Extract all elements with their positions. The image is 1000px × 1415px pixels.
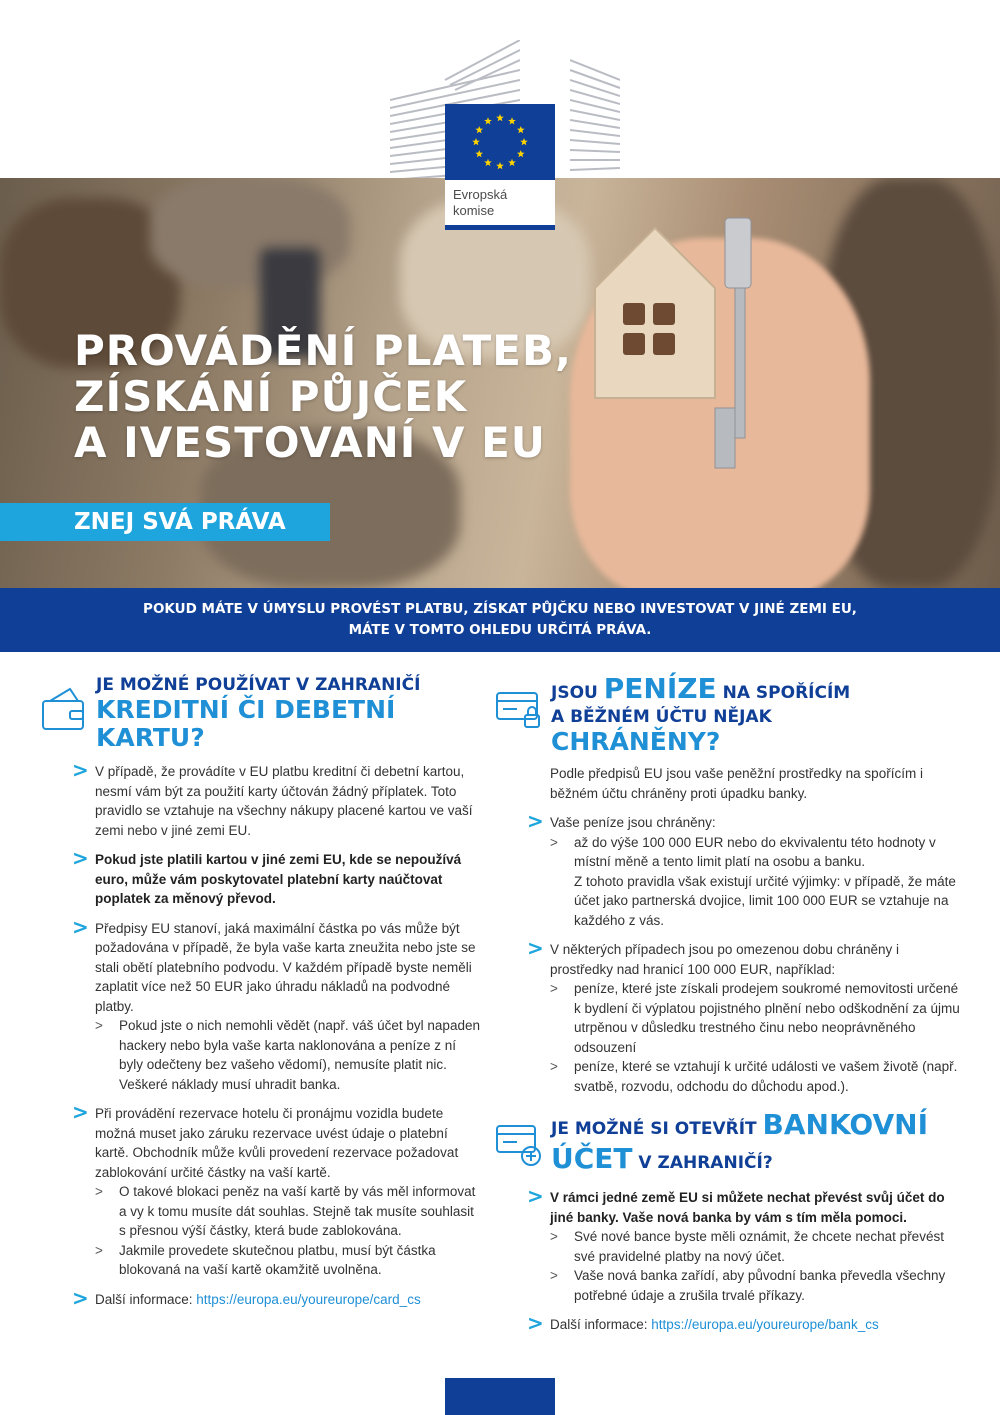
sub-item-continued	[550, 872, 965, 931]
bank-section-heading	[495, 1110, 965, 1178]
list-item	[40, 914, 480, 1095]
sub-chevron-icon: >	[550, 1268, 558, 1283]
hero-title	[74, 328, 572, 466]
card-item-4-sub-1: O takové blokaci peněz na vaší kartě by vás měl informovat a vy k tomu musíte dát souhlas. Stejně tak musíte souhlasit s přesnou výší částky, která bude zablokována.	[119, 1184, 476, 1238]
sub-item	[95, 1016, 480, 1094]
house-key-icon	[575, 208, 795, 508]
savings-item-1: Vaše peníze jsou chráněny:	[550, 815, 716, 830]
eu-star-icon	[508, 117, 516, 124]
bank-h1-big: BANKOVNÍ	[762, 1108, 929, 1141]
sub-chevron-icon: >	[95, 1184, 103, 1199]
bank-h1-small: JE MOŽNÉ SI OTEVŘÍT	[551, 1119, 763, 1139]
chevron-right-icon: >	[527, 936, 544, 960]
sub-chevron-icon: >	[95, 1242, 103, 1258]
savings-heading-line-1	[551, 672, 965, 707]
bank-item-1: V rámci jedné země EU si můžete nechat převést svůj účet do jiné banky. Vaše nová banka by vám s tím měla pomoci.	[550, 1190, 945, 1225]
savings-section-heading	[495, 672, 965, 756]
card-item-4-sub-2: Jakmile provedete skutečnou platbu, musí být částka blokovaná na vaší kartě okamžitě uvolněna.	[119, 1242, 436, 1277]
eu-star-icon	[484, 159, 492, 166]
card-item-1: V případě, že provádíte v EU platbu kreditní či debetní kartou, nesmí vám být za použití karty účtován žádný příplatek. Toto pravidlo se vztahuje na všechny nákupy placené kartou ve vaší zemi nebo v jiné zemi EU.	[95, 764, 473, 838]
sub-chevron-icon: >	[550, 834, 558, 850]
savings-item-2-sub-2: peníze, které se vztahují k určité události ve vašem životě (např. svatbě, rozvodu, odchodu do důchodu apod.).	[574, 1059, 958, 1094]
list-item	[495, 1311, 965, 1335]
sub-chevron-icon: >	[550, 981, 558, 996]
card-section	[40, 675, 480, 1319]
savings-item-1-sub-1b: Z tohoto pravidla však existují určité výjimky: v případě, že máte účet jako partnerská dvojice, limit 100 000 EUR se vztahuje na každého z vás.	[574, 873, 956, 928]
list-item	[495, 936, 965, 1096]
bank-heading-line-1	[551, 1110, 965, 1144]
card-add-icon	[495, 1120, 543, 1168]
chevron-right-icon: >	[72, 846, 89, 870]
sub-item	[550, 1227, 965, 1266]
savings-intro: Podle předpisů EU jsou vaše peněžní prostředky na spořícím i běžném účtu chráněny proti úpadku banky.	[550, 766, 923, 801]
sub-chevron-icon: >	[95, 1018, 103, 1033]
logo-line-1: Evropská	[453, 187, 508, 202]
savings-heading-line-2: A BĚŽNÉM ÚČTU NĚJAK	[551, 707, 772, 727]
card-more-link[interactable]: https://europa.eu/youreurope/card_cs	[196, 1291, 421, 1307]
list-item	[40, 1285, 480, 1310]
sub-item	[95, 1241, 480, 1280]
eu-star-icon	[475, 126, 483, 133]
hero-banner	[0, 178, 1000, 588]
savings-item-2-sub-1: peníze, které jste získali prodejem soukromé nemovitosti určené k bydlení či výplatou pojistného plnění nebo odškodnění za újmu utrpěnou v důsledku trestného činu nebo neoprávněného odsouzení	[574, 981, 960, 1055]
chevron-right-icon: >	[527, 1184, 544, 1208]
logo-text	[453, 187, 507, 219]
sub-item	[95, 1182, 480, 1241]
sub-item	[550, 1266, 965, 1305]
list-item	[40, 758, 480, 840]
bank-more-label: Další informace:	[550, 1317, 652, 1332]
sub-item	[550, 833, 965, 872]
card-lock-icon	[495, 685, 543, 733]
savings-list	[495, 809, 965, 1096]
bank-more-link[interactable]: https://europa.eu/youreurope/bank_cs	[651, 1317, 879, 1332]
card-item-2: Pokud jste platili kartou v jiné zemi EU, kde se nepoužívá euro, může vám poskytovatel platební karty naúčtovat poplatek za měnový převod.	[95, 852, 462, 906]
savings-h1-big: PENÍZE	[603, 672, 717, 705]
card-item-4: Při provádění rezervace hotelu či pronájmu vozidla budete možná muset jako záruku rezervace uvést údaje o platební kartě. Obchodník může kvůli provedení rezervace požadovat zablokování určité částky na vaší kartě.	[95, 1106, 459, 1180]
intro-banner	[0, 588, 1000, 652]
list-item	[495, 809, 965, 930]
sub-item	[550, 1057, 965, 1096]
wallet-card-icon	[40, 685, 88, 733]
eu-star-icon	[496, 114, 504, 121]
bank-heading-line-2	[551, 1144, 965, 1178]
hero-subtitle: ZNEJ SVÁ PRÁVA	[0, 503, 330, 541]
eu-star-icon	[517, 150, 525, 157]
savings-h1-small-2: NA SPOŘÍCÍM	[716, 683, 851, 703]
chevron-right-icon: >	[72, 914, 89, 939]
card-item-3-sub-1: Pokud jste o nich nemohli vědět (např. váš účet byl napaden hackery nebo byla vaše karta naklonována a peníze z ní byly odečteny bez vašeho vědomí), nemusíte platit nic. Veškeré náklady musí uhradit banka.	[119, 1018, 480, 1092]
chevron-right-icon: >	[72, 1285, 89, 1310]
card-more-label: Další informace:	[95, 1291, 197, 1307]
bank-h2-big: ÚČET	[551, 1142, 633, 1175]
card-list	[40, 758, 480, 1310]
card-item-3: Předpisy EU stanoví, jaká maximální částka po vás může být požadována v případě, že byla vaše karta zneužita nebo jste se stali obětí platebního podvodu. V každém případě byste neměli zaplatit více než 50 EUR jako úhradu nákladů na podvodné platby.	[95, 920, 476, 1014]
hero-title-line-2: ZÍSKÁNÍ PŮJČEK	[74, 372, 468, 421]
chevron-right-icon: >	[527, 809, 544, 833]
list-item	[40, 846, 480, 909]
list-item	[495, 1184, 965, 1305]
bank-item-1-sub-2: Vaše nová banka zařídí, aby původní banka převedla všechny potřebné údaje a zrušila trvalé příkazy.	[574, 1268, 946, 1303]
sub-item	[550, 979, 965, 1057]
logo-line-2: komise	[453, 203, 495, 218]
sub-chevron-icon: >	[550, 1059, 558, 1074]
savings-section	[495, 672, 965, 1345]
savings-heading-line-3: CHRÁNĚNY?	[551, 727, 721, 756]
eu-star-icon	[517, 126, 525, 133]
card-heading-big-2: KARTU?	[96, 723, 205, 752]
sub-chevron-icon: >	[550, 1229, 558, 1244]
logo-bar	[445, 225, 555, 230]
footer-bar	[445, 1378, 555, 1415]
commission-logo	[445, 104, 555, 230]
hero-title-line-1: PROVÁDĚNÍ PLATEB,	[74, 326, 572, 375]
eu-star-icon	[475, 150, 483, 157]
banner-line-2: MÁTE V TOMTO OHLEDU URČITÁ PRÁVA.	[348, 622, 652, 638]
eu-star-icon	[496, 162, 504, 169]
list-item	[40, 1100, 480, 1280]
card-heading-small: JE MOŽNÉ POUŽÍVAT V ZAHRANIČÍ	[96, 675, 421, 695]
bank-h2-small: V ZAHRANIČÍ?	[632, 1153, 773, 1173]
hero-title-line-3: A IVESTOVANÍ V EU	[74, 418, 546, 467]
card-section-heading	[40, 675, 480, 752]
chevron-right-icon: >	[527, 1311, 544, 1335]
savings-item-1-sub-1: až do výše 100 000 EUR nebo do ekvivalentu této hodnoty v místní měně a tento limit platí na osobu a banku.	[574, 834, 936, 869]
eu-star-icon	[520, 138, 528, 145]
card-heading-big-1: KREDITNÍ ČI DEBETNÍ	[96, 695, 396, 724]
eu-flag-icon	[445, 104, 555, 180]
savings-item-2: V některých případech jsou po omezenou dobu chráněny i prostředky nad hranicí 100 000 EUR, například:	[550, 942, 899, 977]
savings-h1-small: JSOU	[551, 683, 604, 703]
eu-star-icon	[472, 138, 480, 145]
eu-star-icon	[508, 159, 516, 166]
eu-star-icon	[484, 117, 492, 124]
building-right-icon	[570, 40, 620, 190]
bank-list	[495, 1184, 965, 1335]
banner-line-1: POKUD MÁTE V ÚMYSLU PROVÉST PLATBU, ZÍSKAT PŮJČKU NEBO INVESTOVAT V JINÉ ZEMI EU,	[143, 601, 857, 617]
chevron-right-icon: >	[72, 1100, 89, 1124]
chevron-right-icon: >	[72, 758, 89, 782]
bank-item-1-sub-1: Své nové bance byste měli oznámit, že chcete nechat převést své pravidelné platby na nový účet.	[574, 1229, 944, 1264]
